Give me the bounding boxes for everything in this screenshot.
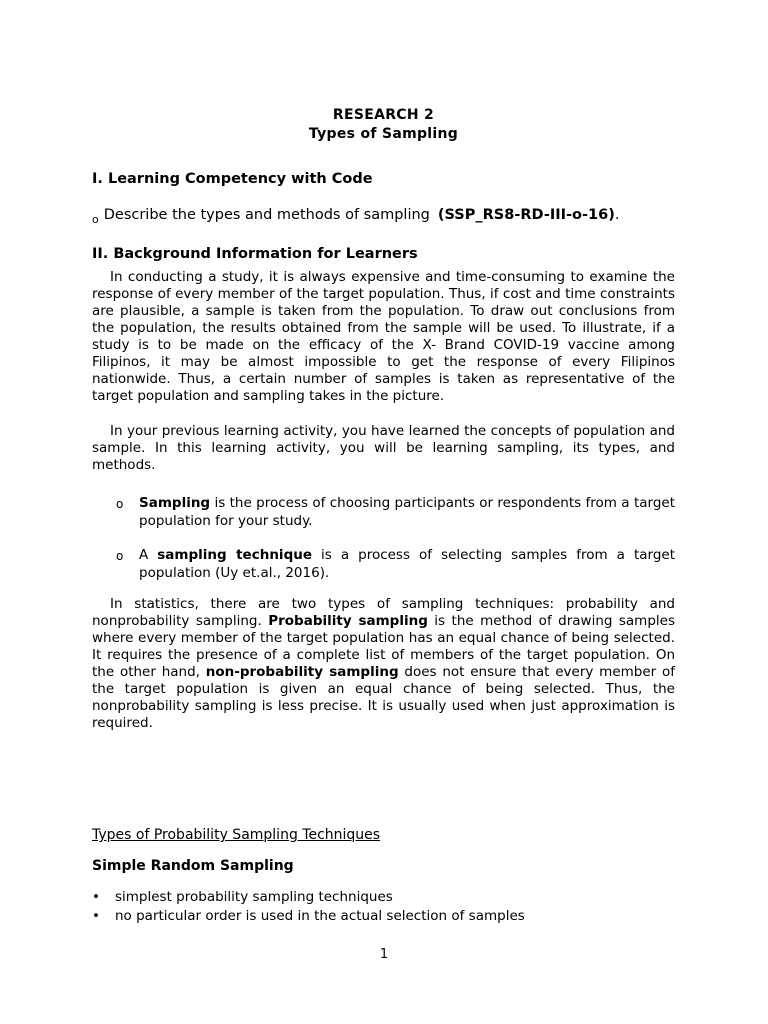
background-paragraph-1: In conducting a study, it is always expensive and time-consuming to examine the response of every member of the target population. Thus, if cost and time constraints are plausible, a sample is taken from the population. To draw out conclusions from the population, the results obtained from the sample will be used. To illustrate, if a study is to be made on the efficacy of the X- Brand COVID-19 vaccine among Filipinos, it may be almost impossible to get the response of every Filipinos nationwide. Thus, a certain number of samples is taken as representative of the target population and sampling takes in the picture. bbox=[92, 269, 675, 404]
section-heading-background: II. Background Information for Learners bbox=[92, 246, 418, 262]
bullet-marker: • bbox=[92, 889, 100, 905]
definition-text bbox=[139, 495, 675, 530]
section-heading-competency: I. Learning Competency with Code bbox=[92, 171, 373, 187]
term-probability-sampling: Probability sampling bbox=[268, 613, 428, 629]
bullet-marker: o bbox=[116, 549, 124, 563]
definition-prefix: A bbox=[139, 547, 158, 563]
list-item bbox=[92, 908, 525, 924]
para3-text: does not ensure that every member of the target population is given an equal chance of being selected. Thus, the nonprobability sampling is less precise. It is usually used when just approximation is required. bbox=[92, 664, 675, 731]
para3-text: In statistics, there are two types of sampling techniques: probability and nonprobability sampling. bbox=[92, 596, 675, 629]
document-subtitle: Types of Sampling bbox=[308, 126, 459, 142]
bullet-marker: • bbox=[92, 908, 100, 924]
para3-text: is the method of drawing samples where every member of the target population has an equal chance of being selected. It requires the presence of a complete list of members of the target population. On the other hand, bbox=[92, 613, 675, 680]
term-non-probability-sampling: non-probability sampling bbox=[205, 664, 399, 680]
definition-term: sampling technique bbox=[157, 547, 312, 563]
definition-term: Sampling bbox=[139, 495, 211, 511]
definition-item-sampling-technique bbox=[116, 547, 675, 582]
bullet-marker: o bbox=[92, 213, 99, 226]
definition-text bbox=[139, 547, 675, 582]
list-item bbox=[92, 889, 393, 905]
competency-line bbox=[92, 207, 619, 226]
document-title: RESEARCH 2 bbox=[332, 107, 435, 123]
competency-period: . bbox=[614, 207, 620, 223]
list-item-text: no particular order is used in the actual selection of samples bbox=[115, 908, 525, 924]
subsection-title-simple-random: Simple Random Sampling bbox=[92, 858, 294, 874]
bullet-marker: o bbox=[116, 497, 124, 511]
definition-rest: is a process of selecting samples from a target population (Uy et.al., 2016). bbox=[139, 547, 675, 581]
competency-code: (SSP_RS8-RD-III-o-16) bbox=[437, 207, 615, 223]
page-number: 1 bbox=[379, 947, 389, 962]
definition-item-sampling bbox=[116, 495, 675, 530]
background-paragraph-2: In your previous learning activity, you have learned the concepts of population and sample. In this learning activity, you will be learning sampling, its types, and methods. bbox=[92, 423, 675, 473]
section-title-probability-techniques: Types of Probability Sampling Techniques bbox=[92, 827, 381, 843]
background-paragraph-3 bbox=[92, 596, 675, 732]
list-item-text: simplest probability sampling techniques bbox=[115, 889, 393, 905]
competency-text: Describe the types and methods of sampling bbox=[103, 207, 430, 223]
definition-rest: is the process of choosing participants or respondents from a target population for your study. bbox=[139, 495, 675, 529]
